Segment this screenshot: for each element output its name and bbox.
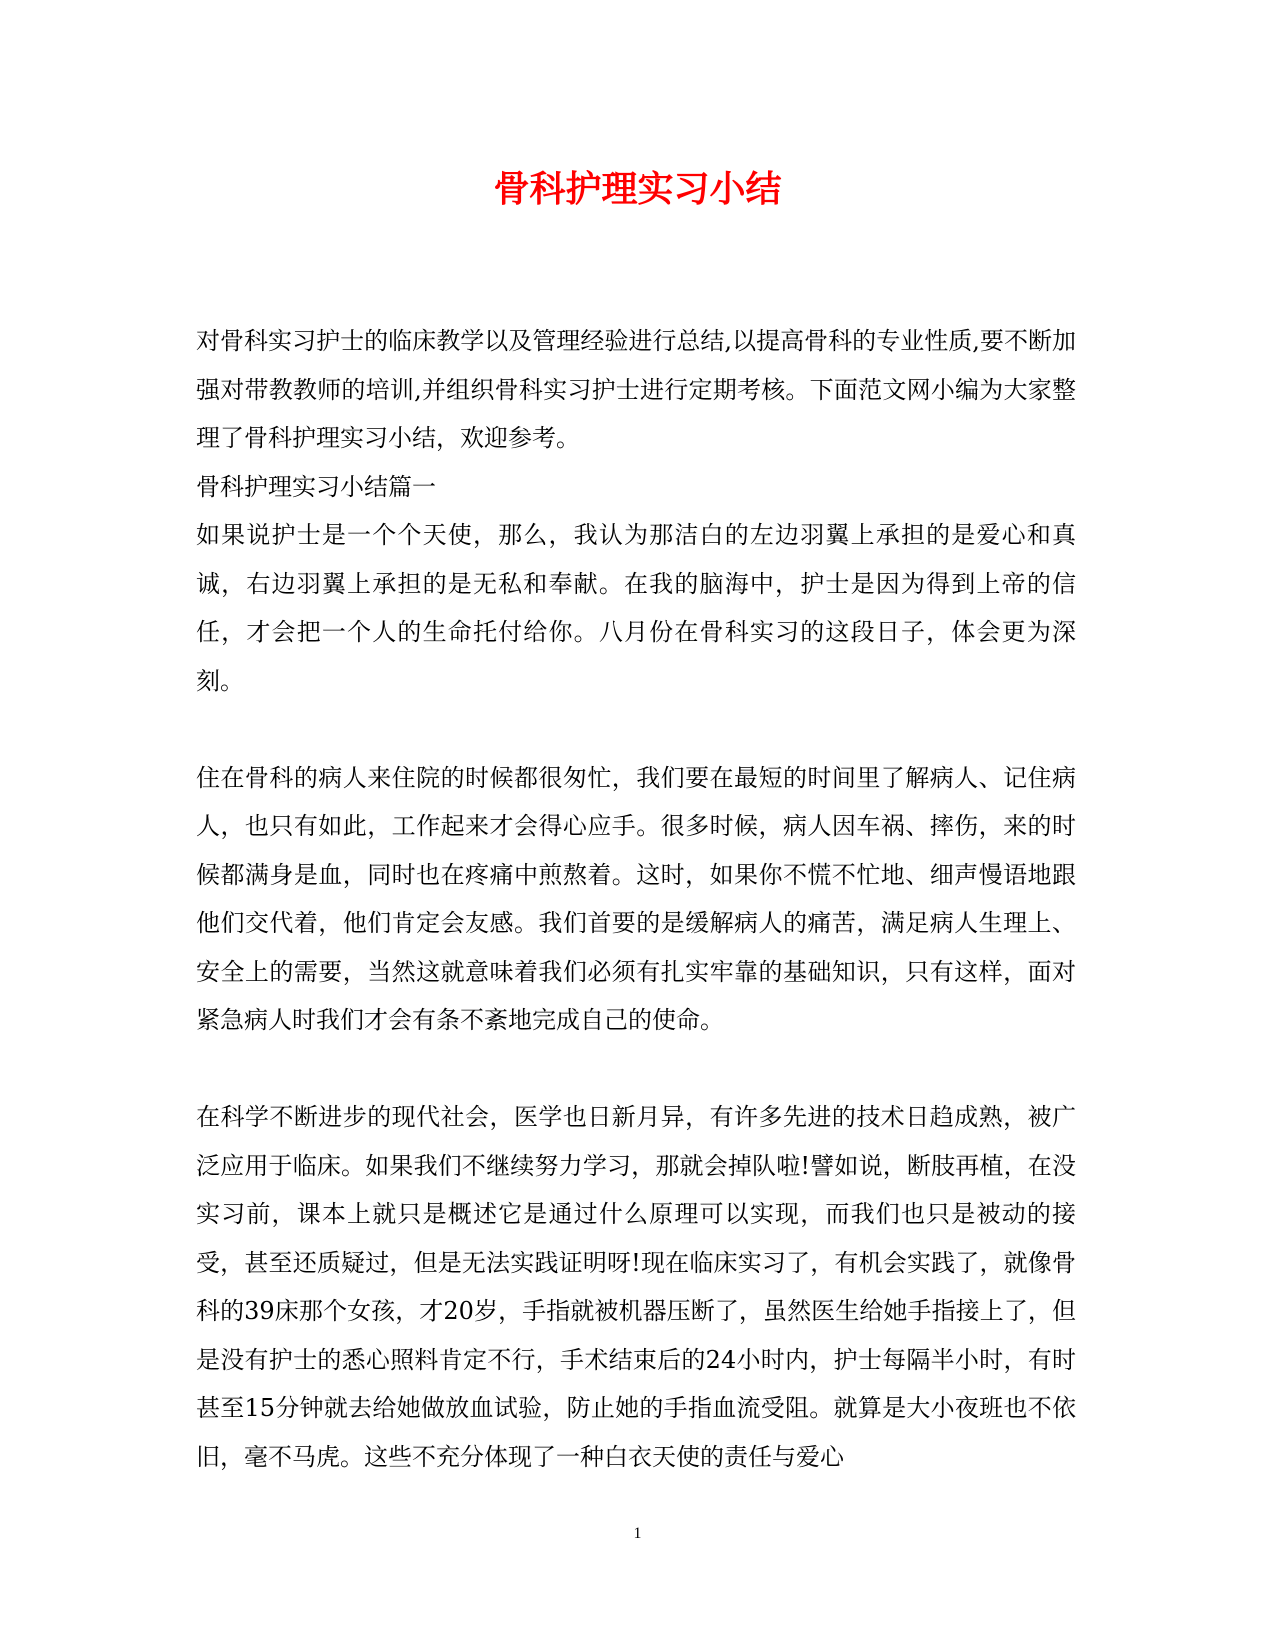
paragraph-3: 在科学不断进步的现代社会，医学也日新月异，有许多先进的技术日趋成熟，被广泛应用于临床。如果我们不继续努力学习，那就会掉队啦!譬如说，断肢再植，在没实习前，课本上就只是概述它是通过什么原理可以实现，而我们也只是被动的接受，甚至还质疑过，但是无法实践证明呀!现在临床实习了，有机会实践了，就像骨科的39床那个女孩，才20岁，手指就被机器压断了，虽然医生给她手指接上了，但是没有护士的悉心照料肯定不行，手术结束后的24小时内，护士每隔半小时，有时甚至15分钟就去给她做放血试验，防止她的手指血流受阻。就算是大小夜班也不依旧，毫不马虎。这些不充分体现了一种白衣天使的责任与爱心	[196, 1103, 1076, 1471]
paragraph-gap	[196, 705, 1076, 754]
paragraph-gap	[196, 1045, 1076, 1094]
page-number: 1	[633, 1525, 642, 1542]
document-title: 骨科护理实习小结	[493, 168, 782, 210]
intro-paragraph: 对骨科实习护士的临床教学以及管理经验进行总结,以提高骨科的专业性质,要不断加强对带教教师的培训,并组织骨科实习护士进行定期考核。下面范文网小编为大家整理了骨科护理实习小结，欢迎参考。	[196, 327, 1076, 452]
section-heading: 骨科护理实习小结篇一	[196, 472, 436, 501]
document-body	[196, 317, 1076, 1481]
paragraph-2: 住在骨科的病人来住院的时候都很匆忙，我们要在最短的时间里了解病人、记住病人，也只有如此，工作起来才会得心应手。很多时候，病人因车祸、摔伤，来的时候都满身是血，同时也在疼痛中煎熬着。这时，如果你不慌不忙地、细声慢语地跟他们交代着，他们肯定会友感。我们首要的是缓解病人的痛苦，满足病人生理上、安全上的需要，当然这就意味着我们必须有扎实牢靠的基础知识，只有这样，面对紧急病人时我们才会有条不紊地完成自己的使命。	[196, 763, 1076, 1034]
paragraph-1: 如果说护士是一个个天使，那么，我认为那洁白的左边羽翼上承担的是爱心和真诚，右边羽翼上承担的是无私和奉献。在我的脑海中，护士是因为得到上帝的信任，才会把一个人的生命托付给你。八月份在骨科实习的这段日子，体会更为深刻。	[196, 521, 1076, 695]
